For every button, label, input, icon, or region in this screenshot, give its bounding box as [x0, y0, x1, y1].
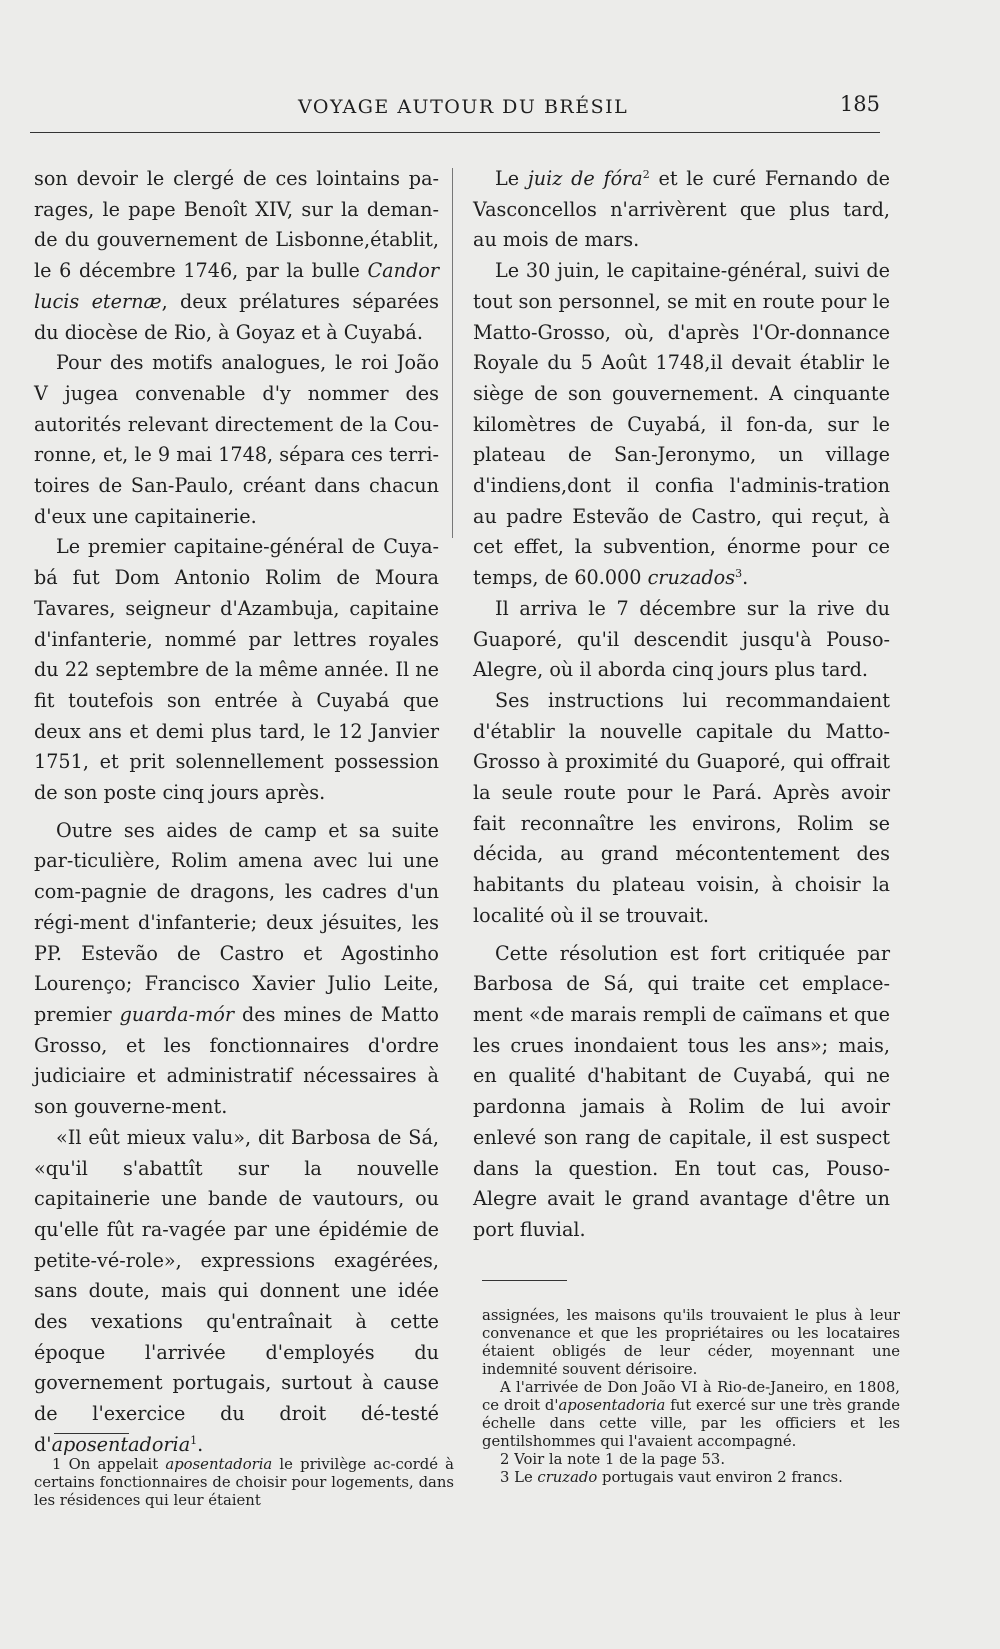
footnote-3: 3 Le cruzado portugais vaut environ 2 francs.: [500, 1469, 843, 1486]
paragraph: Pour des motifs analogues, le roi João V jugea convenable d'y nommer des autorités relevant directement de la Cou-ronne, et, le 9 mai 1748, sépara ces terri-toires de San-Paulo, créant dans chacun d'eux une capitainerie.: [34, 351, 439, 528]
paragraph: Le juiz de fóra$^2$ et le curé Fernando de Vasconcellos n'arrivèrent que plus tard, au mois de mars.: [473, 167, 890, 252]
footnote-2: 2 Voir la note 1 de la page 53.: [500, 1451, 726, 1468]
page-header: [40, 92, 880, 132]
footnote-1-continued: assignées, les maisons qu'ils trouvaient le plus à leur convenance et que les propriétaires ou les locataires étaient obligés de leur céder, moyennant une indemnité souvent dérisoire.: [482, 1307, 900, 1378]
footnote-1-continued: A l'arrivée de Don João VI à Rio-de-Janeiro, en 1808, ce droit d'aposentadoria fut exercé sur une très grande échelle dans cette ville, par les officiers et les gentilshommes qui l'avaient accompagné.: [482, 1379, 900, 1450]
paragraph: Ses instructions lui recommandaient d'établir la nouvelle capitale du Matto-Grosso à proximité du Guaporé, qui offrait la seule route pour le Pará. Après avoir fait reconnaître les environs, Rolim se décida, au grand mécontentement des habitants du plateau voisin, à choisir la localité où il se trouvait.: [473, 688, 890, 927]
footnote-rule: [54, 1433, 129, 1434]
left-column: [34, 164, 439, 1461]
footnote-ref: 2: [642, 168, 650, 181]
right-column: [473, 164, 890, 1246]
paragraph: Le 30 juin, le capitaine-général, suivi de tout son personnel, se mit en route pour le Matto-Grosso, où, d'après l'Or-donnance Royale du 5 Août 1748,il devait établir le siège de son gouvernement. A cinquante kilomètres de Cuyabá, il fon-da, sur le plateau de San-Jeronymo, un village d'indiens,dont il confia l'adminis-tration au padre Estevão de Castro, qui reçut, à cet effet, la subvention, énorme pour ce temps, de 60.000 cruzados$^3$.: [473, 259, 890, 590]
footnote-ref: 1: [190, 1433, 198, 1447]
header-rule: [30, 132, 880, 133]
footnotes-right: [482, 1307, 900, 1487]
page-number: 185: [839, 92, 880, 116]
column-divider: [452, 168, 453, 538]
paragraph: son devoir le clergé de ces lointains pa-rages, le pape Benoît XIV, sur la deman-de du gouvernement de Lisbonne,établit, le 6 décembre 1746, par la bulle Candor lucis eternæ, deux prélatures séparées du diocèse de Rio, à Goyaz et à Cuyabá.: [34, 167, 439, 344]
footnote-1: 1 On appelait aposentadoria le privilège ac-cordé à certains fonctionnaires de choisir pour logements, dans les résidences qui leur étaient: [34, 1456, 454, 1509]
paragraph: Cette résolution est fort critiquée par Barbosa de Sá, qui traite cet emplace-ment «de marais rempli de caïmans et que les crues inondaient tous les ans»; mais, en qualité d'habitant de Cuyabá, qui ne pardonna jamais à Rolim de lui avoir enlevé son rang de capitale, il est suspect dans la question. En tout cas, Pouso-Alegre avait le grand avantage d'être un port fluvial.: [473, 941, 890, 1241]
footnote-ref: 3: [735, 567, 743, 581]
footnote-rule: [482, 1280, 567, 1281]
paragraph: Outre ses aides de camp et sa suite par-ticulière, Rolim amena avec lui une com-pagnie de dragons, les cadres d'un régi-ment d'infanterie; deux jésuites, les PP. Estevão de Castro et Agostinho Lourenço; Francisco Xavier Julio Leite, premier guarda-mór des mines de Matto Grosso, et les fonctionnaires d'ordre judiciaire et administratif nécessaires à son gouverne-ment.: [34, 818, 439, 1119]
footnotes-left: [34, 1456, 454, 1510]
paragraph: «Il eût mieux valu», dit Barbosa de Sá, «qu'il s'abattît sur la nouvelle capitainerie une bande de vautours, ou qu'elle fût ra-vagée par une épidémie de petite-vé-role», expressions exagérées, sans doute, mais qui donnent une idée des vexations qu'entraînait à cette époque l'arrivée d'employés du governement portugais, surtout à cause de l'exercice du droit dé-testé d'aposentadoria$^1$.: [34, 1125, 439, 1456]
paragraph: Il arriva le 7 décembre sur la rive du Guaporé, qu'il descendit jusqu'à Pouso-Alegre, où il aborda cinq jours plus tard.: [473, 596, 890, 682]
running-title: VOYAGE AUTOUR DU BRÉSIL: [298, 96, 629, 118]
paragraph: Le premier capitaine-général de Cuya-bá fut Dom Antonio Rolim de Moura Tavares, seigneur d'Azambuja, capitaine d'infanterie, nommé par lettres royales du 22 septembre de la même année. Il ne fit toutefois son entrée à Cuyabá que deux ans et demi plus tard, le 12 Janvier 1751, et prit solennellement possession de son poste cinq jours après.: [34, 535, 439, 805]
